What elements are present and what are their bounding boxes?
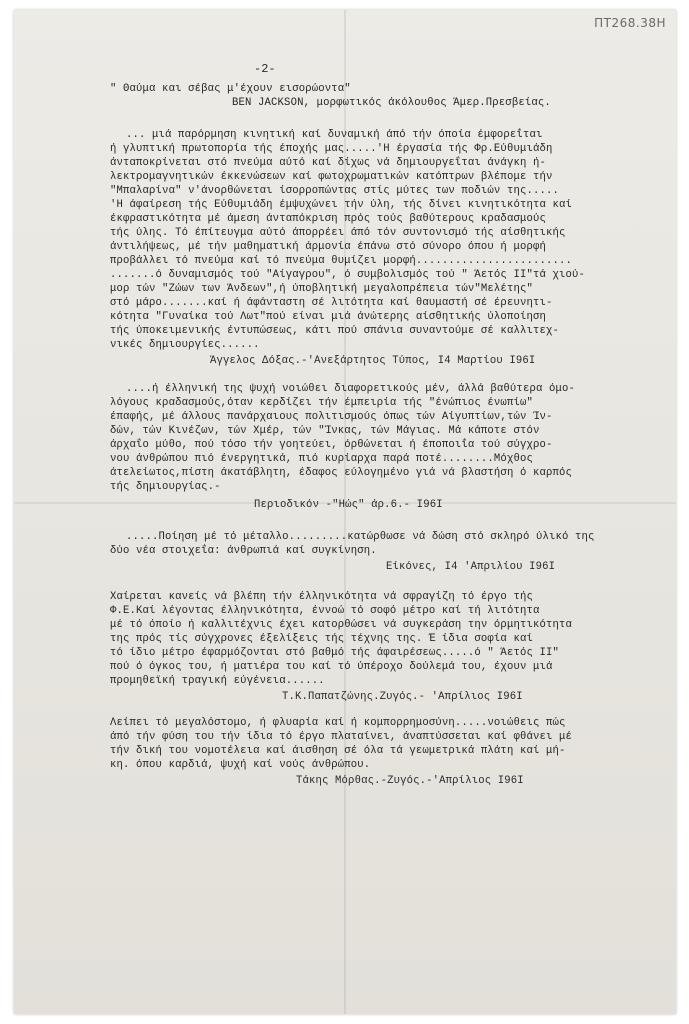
review-line: δύο νέα στοιχεΐα: άνθρωπιά καί συγκίνηση. — [110, 545, 377, 557]
review-line: λεκτρομαγνητικών έκκενώσεων καί φωτοχρωματικών κατόπτρων βλέπομε τήν — [110, 171, 553, 183]
review-line: άτελείωτος,πίστη άκατάβλητη, έδαφος εύλογημένο γιά νά βλαστήση ό καρπός — [110, 467, 573, 479]
review-line: πού ό όγκος του, ή ματιέρα του καί τό ύπέροχο δούλεμά του, έχουν μιά — [110, 661, 553, 673]
review-source: Τ.Κ.Παπατζώνης.Ζυγός.- 'Απρίλιος Ι96Ι — [282, 691, 523, 703]
review-line: στό μάρο.......καί ή άφάνταστη σέ λιτότητα καί θαυμαστή σέ έρευνητι- — [110, 297, 553, 309]
review-line: τής ύλης. Τό έπίτευγμα αύτό άπορρέει άπό τόν συντονισμό τής αίσθητικής — [110, 227, 566, 239]
review-line: νικές δημιουργίες...... — [110, 339, 260, 351]
paper-sheet — [14, 10, 676, 1014]
archive-number: ΠΤ268.38Η — [594, 16, 666, 30]
review-line: μορ τών "Ζώων των Άνδεων",ή ύποβλητική μεγαλοπρέπεια τών"Μελέτης" — [110, 283, 533, 295]
review-line: .....Ποίηση μέ τό μέταλλο.........κατώρθωσε νά δώση στό σκληρό ύλικό της — [126, 531, 595, 543]
review-line: τό ίδιο μέτρο έφαρμόζονται στό βαθμό τής άφαιρέσεως.....ό " Άετός ΙΙ" — [110, 647, 560, 659]
review-line: ή γλυπτική πρωτοπορία τής έποχής μας.....'Η έργασία τής Φρ.Εύθυμιάδη — [110, 143, 553, 155]
review-line: νου άνθρώπου πιό ένεργητικά, πιό κυρίαρχα παρά ποτέ........Μόχθος — [110, 453, 533, 465]
review-line: ... μιά παρόρμηση κινητική καί δυναμική άπό τήν όποία έμφορεΐται — [126, 129, 543, 141]
review-source: Είκόνες, Ι4 'Απριλίου Ι96Ι — [386, 561, 556, 573]
review-line: 'Η άφαίρεση τής Εύθυμιάδη έμψυχώνει τήν ύλη, τής δίνει κινητικότητα καί — [110, 199, 573, 211]
header-author: BEN JACKSON, μορφωτικός άκόλουθος Άμερ.Πρεσβείας. — [232, 97, 551, 109]
review-line: "Μπαλαρίνα" ν'άνορθώνεται ίσορροπώντας στίς μύτες των ποδιών της..... — [110, 185, 560, 197]
review-line: λόγους κραδασμούς,όταν κερδίζει τήν έμπειρία τής "ένώπιος ένωπίω" — [110, 397, 533, 409]
review-line: προμηθεϊκή τραγική εύγένεια...... — [110, 675, 325, 687]
review-line: κη. όπου καρδιά, ψυχή καί νούς άνθρώπου. — [110, 759, 371, 771]
review-source: Τάκης Μόρθας.-Ζυγός.-'Απρίλιος Ι96Ι — [296, 775, 524, 787]
review-line: άπό τήν φύση του τήν ίδια τό έργο πλαταίνει, άναπτύσσεται καί φθάνει μέ — [110, 731, 573, 743]
review-line: έκφραστικότητα μέ άμεση άνταπόκριση πρός τούς βαθύτερους κραδασμούς — [110, 213, 546, 225]
review-line: .......ό δυναμισμός τού "Αίγαγρου", ό συμβολισμός τού " Άετός ΙΙ"τά χιού- — [110, 269, 586, 281]
review-source: Περιοδικόν -"Ηώς" άρ.6.- Ι96Ι — [254, 499, 443, 511]
review-line: ....ή έλληνική της ψυχή νοιώθει διαφορετικούς μέν, άλλά βαθύτερα όμο- — [126, 383, 576, 395]
review-line: τής ύποκειμενικής έντυπώσεως, κάτι πού σπάνια συναντούμε σέ καλλιτεχ- — [110, 325, 560, 337]
review-line: άρχαΐο μύθο, πού τόσο τήν γοητεύει, όρθώνεται ή έποποιΐα τού σύγχρο- — [110, 439, 553, 451]
review-line: κότητα "Γυναίκα τού Λωτ"πού είναι μιά άνώτερης αίσθητικής ύλοποίηση — [110, 311, 546, 323]
review-line: Λείπει τό μεγαλόστομο, ή φλυαρία καί ή κομπορρημοσύνη.....νοιώθεις πώς — [110, 717, 566, 729]
review-line: Φ.Ε.Καί λέγοντας έλληνικότητα, έννοώ τό σοφό μέτρο καί τή λιτότητα — [110, 605, 540, 617]
page-number: -2- — [254, 62, 276, 76]
review-line: δών, τών Κινέζων, τών Χμέρ, τών "Ίνκας, τών Μάγιας. Μά κάποτε στόν — [110, 425, 540, 437]
review-source: Άγγελος Δόξας.-'Ανεξάρτητος Τύπος, Ι4 Μαρτίου Ι96Ι — [210, 355, 536, 367]
review-line: Χαίρεται κανείς νά βλέπη τήν έλληνικότητα νά σφραγίζη τό έργο τής — [110, 591, 533, 603]
header-title: " Θαύμα και σέβας μ'έχουν εισορώοντα" — [110, 83, 351, 95]
review-line: της πρός τίς σύγχρονες έξελίξεις τής τέχνης της. Έ ίδια σοφία καί — [110, 633, 533, 645]
review-line: μέ τό όποίο ή καλλιτέχνις έχει κατορθώσει νά συγκεράση την όρμητικότητα — [110, 619, 573, 631]
review-line: άνταποκρίνεται στό πνεύμα αύτό καί δίχως νά δημιουργεΐται άνάγκη ή- — [110, 157, 546, 169]
review-line: προβάλλει τό πνεύμα καί τό πνεύμα θυμίζει μορφή........................ — [110, 255, 573, 267]
review-line: άντιλήψεως, μέ τήν μαθηματική άρμονία έπάνω στό σύνορο όπου ή μορφή — [110, 241, 546, 253]
review-line: τής δημιουργίας.- — [110, 481, 221, 493]
review-line: έπαφής, μέ άλλους πανάρχαιους πολιτισμούς όπως τών Αίγυπτίων,τών Ίν- — [110, 411, 553, 423]
review-line: τήν δική του νομοτέλεια καί άισθηση σέ όλα τά γεωμετρικά πλάτη καί μή- — [110, 745, 566, 757]
